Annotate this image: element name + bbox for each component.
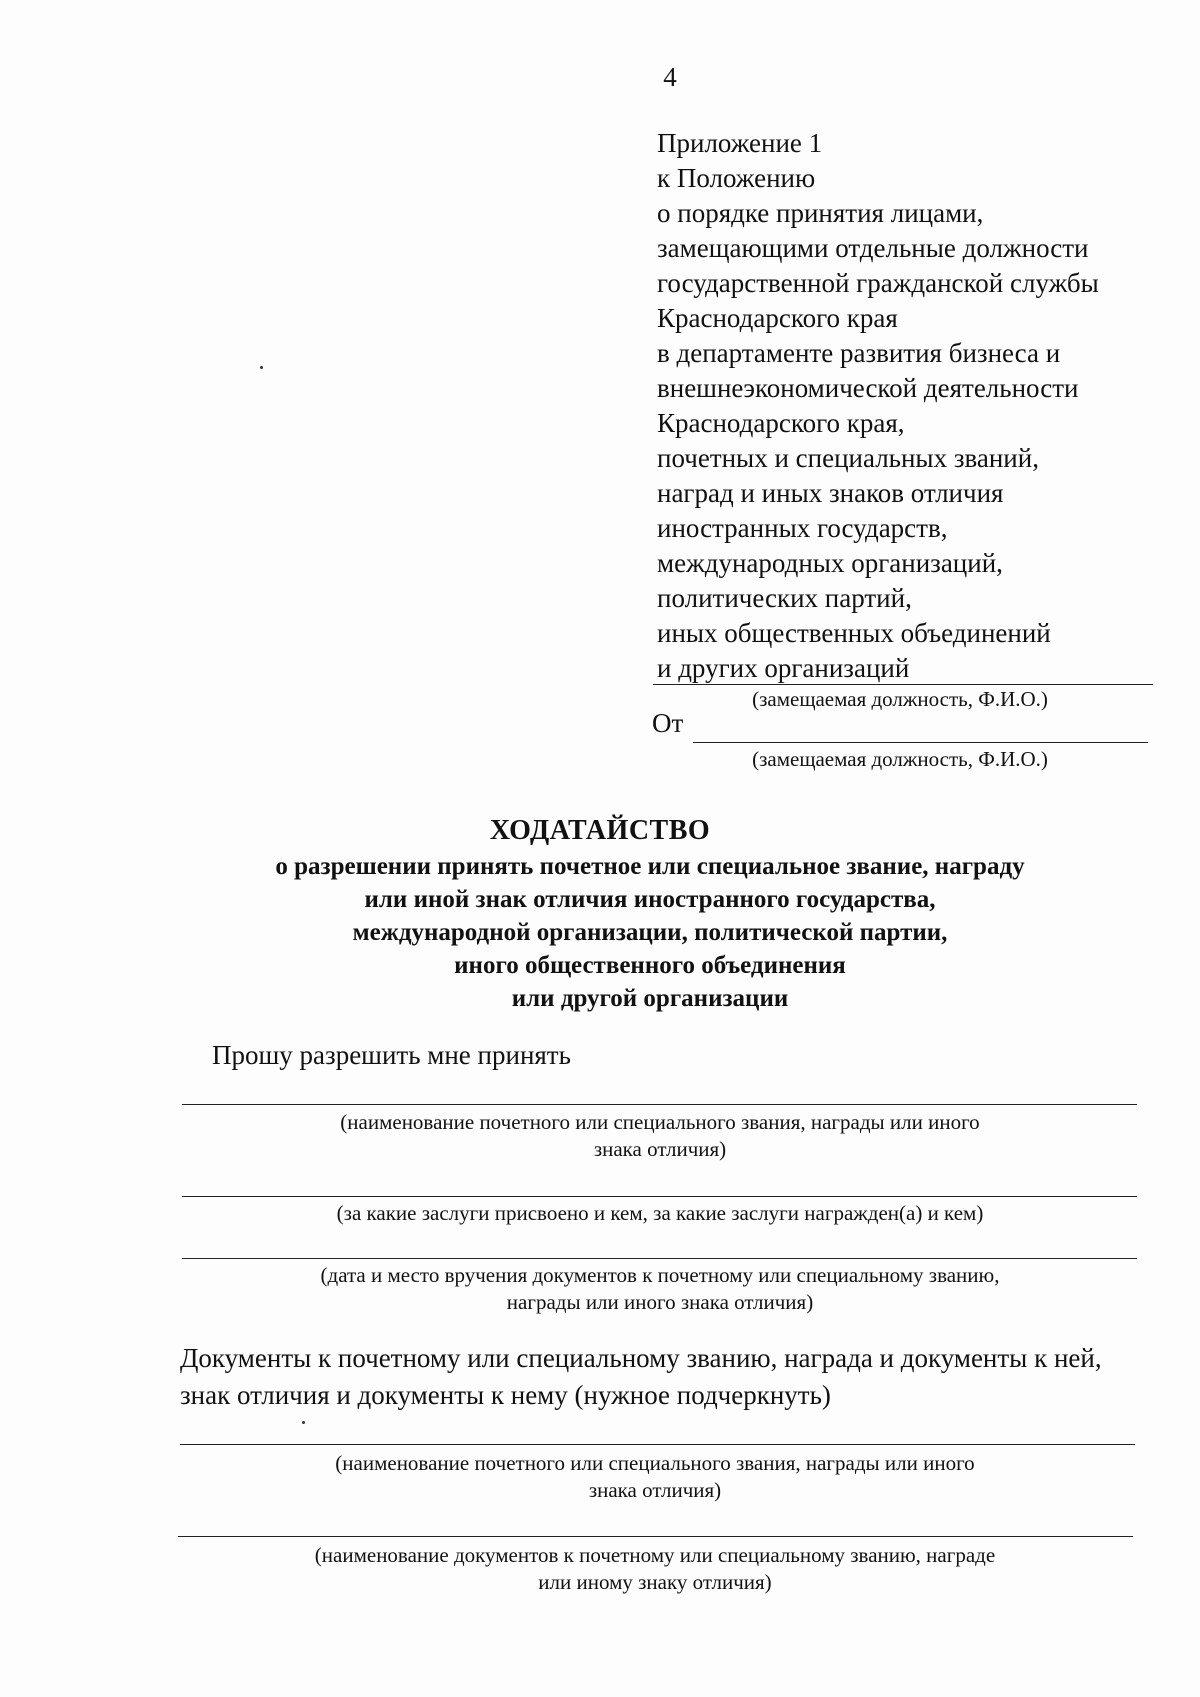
appendix-line: иностранных государств, xyxy=(657,513,948,543)
appendix-line: Приложение 1 xyxy=(657,128,823,158)
documents-names-caption-2: или иному знаку отличия) xyxy=(538,1570,772,1594)
from-label: От xyxy=(652,708,684,738)
date-place-line[interactable] xyxy=(182,1258,1137,1259)
document-title: ХОДАТАЙСТВО xyxy=(489,815,711,846)
documents-line-1: Документы к почетному или специальному званию, награда и документы к ней, xyxy=(180,1343,1102,1373)
appendix-line: замещающими отдельные должности xyxy=(657,233,1089,263)
scan-speck xyxy=(302,1421,305,1424)
appendix-line: и других организаций xyxy=(657,653,910,683)
merit-caption: (за какие заслуги присвоено и кем, за какие заслуги награжден(а) и кем) xyxy=(336,1201,984,1225)
merit-line[interactable] xyxy=(182,1196,1137,1197)
appendix-line: международных организаций, xyxy=(657,548,1003,578)
subtitle-line: или другой организации xyxy=(511,985,789,1012)
appendix-line: политических партий, xyxy=(657,583,912,613)
subtitle-line: международной организации, политической партии, xyxy=(352,919,948,946)
award-name-line[interactable] xyxy=(182,1104,1137,1105)
appendix-line: Краснодарского края, xyxy=(657,408,905,438)
subtitle-line: или иной знак отличия иностранного государства, xyxy=(364,886,936,913)
addressee-to-caption: (замещаемая должность, Ф.И.О.) xyxy=(752,687,1048,711)
document-subtitle xyxy=(150,850,1150,1015)
award-name-caption-2: знака отличия) xyxy=(593,1137,727,1161)
documents-paragraph xyxy=(180,1340,1102,1414)
appendix-line: почетных и специальных званий, xyxy=(657,443,1039,473)
documents-names-caption-1: (наименование документов к почетному или специальному званию, награде xyxy=(314,1543,996,1567)
appendix-header xyxy=(657,126,1177,686)
documents-award-line[interactable] xyxy=(180,1444,1135,1445)
documents-award-caption-1: (наименование почетного или специального звания, награды или иного xyxy=(335,1451,975,1475)
appendix-line: внешнеэкономической деятельности xyxy=(657,373,1079,403)
request-intro: Прошу разрешить мне принять xyxy=(212,1040,571,1070)
addressee-to-line[interactable] xyxy=(653,684,1153,685)
appendix-line: к Положению xyxy=(657,163,816,193)
scan-speck xyxy=(260,366,263,369)
appendix-line: о порядке принятия лицами, xyxy=(657,198,984,228)
appendix-line: наград и иных знаков отличия xyxy=(657,478,1004,508)
date-place-caption-2: награды или иного знака отличия) xyxy=(506,1290,814,1314)
subtitle-line: иного общественного объединения xyxy=(454,952,846,979)
documents-line-2: знак отличия и документы к нему (нужное подчеркнуть) xyxy=(180,1380,831,1410)
addressee-from-caption: (замещаемая должность, Ф.И.О.) xyxy=(752,747,1048,771)
page-number: 4 xyxy=(663,62,677,92)
documents-names-line[interactable] xyxy=(178,1536,1133,1537)
subtitle-line: о разрешении принять почетное или специальное звание, награду xyxy=(275,853,1025,880)
appendix-line: в департаменте развития бизнеса и xyxy=(657,338,1061,368)
appendix-line: государственной гражданской службы xyxy=(657,268,1099,298)
appendix-line: иных общественных объединений xyxy=(657,618,1051,648)
date-place-caption-1: (дата и место вручения документов к почетному или специальному званию, xyxy=(320,1263,1000,1287)
award-name-caption-1: (наименование почетного или специального звания, награды или иного xyxy=(340,1110,980,1134)
appendix-line: Краснодарского края xyxy=(657,303,898,333)
addressee-from-line[interactable] xyxy=(693,742,1148,743)
documents-award-caption-2: знака отличия) xyxy=(588,1478,722,1502)
